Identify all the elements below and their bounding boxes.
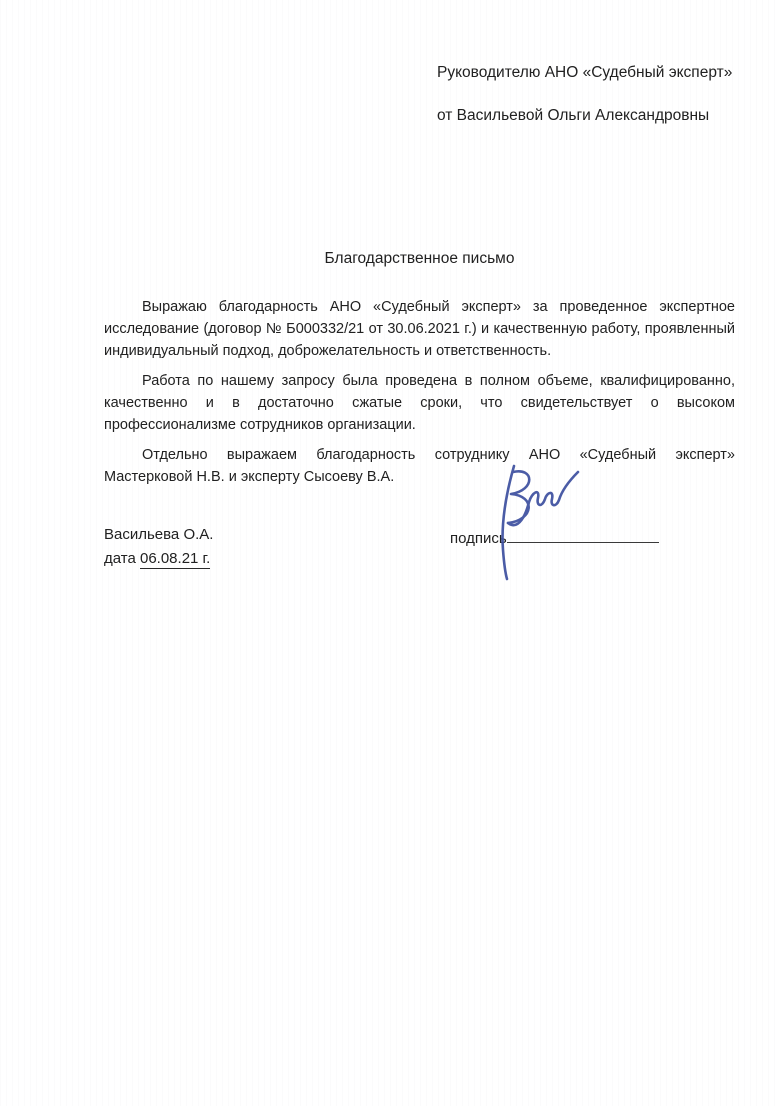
letter-body (104, 296, 735, 496)
letter-header (437, 64, 732, 124)
paragraph-2: Работа по нашему запросу была проведена в полном объеме, квалифицированно, качественно и в достаточно сжатые сроки, что свидетельствует о высоком профессионализме сотрудников организации. (104, 373, 735, 433)
signatory-name: Васильева О.А. (104, 526, 214, 543)
addressee-line: Руководителю АНО «Судебный эксперт» (437, 64, 733, 81)
sender-line: от Васильевой Ольги Александровны (437, 107, 710, 124)
signature-line (507, 529, 659, 543)
date-line (104, 547, 210, 571)
paragraph-3: Отдельно выражаем благодарность сотруднику АНО «Судебный эксперт» Мастерковой Н.В. и эксперту Сысоеву В.А. (104, 447, 735, 485)
signature-label: подпись (450, 530, 507, 547)
letter-title: Благодарственное письмо (324, 250, 515, 267)
date-label: дата (104, 550, 140, 567)
paragraph-1: Выражаю благодарность АНО «Судебный эксперт» за проведенное экспертное исследование (договор № Б000332/21 от 30.06.2021 г.) и качественную работу, проявленный индивидуальный подход, доброжелательность и ответственность. (104, 299, 735, 359)
date-value: 06.08.21 г. (139, 550, 211, 567)
signature-area (450, 527, 659, 551)
